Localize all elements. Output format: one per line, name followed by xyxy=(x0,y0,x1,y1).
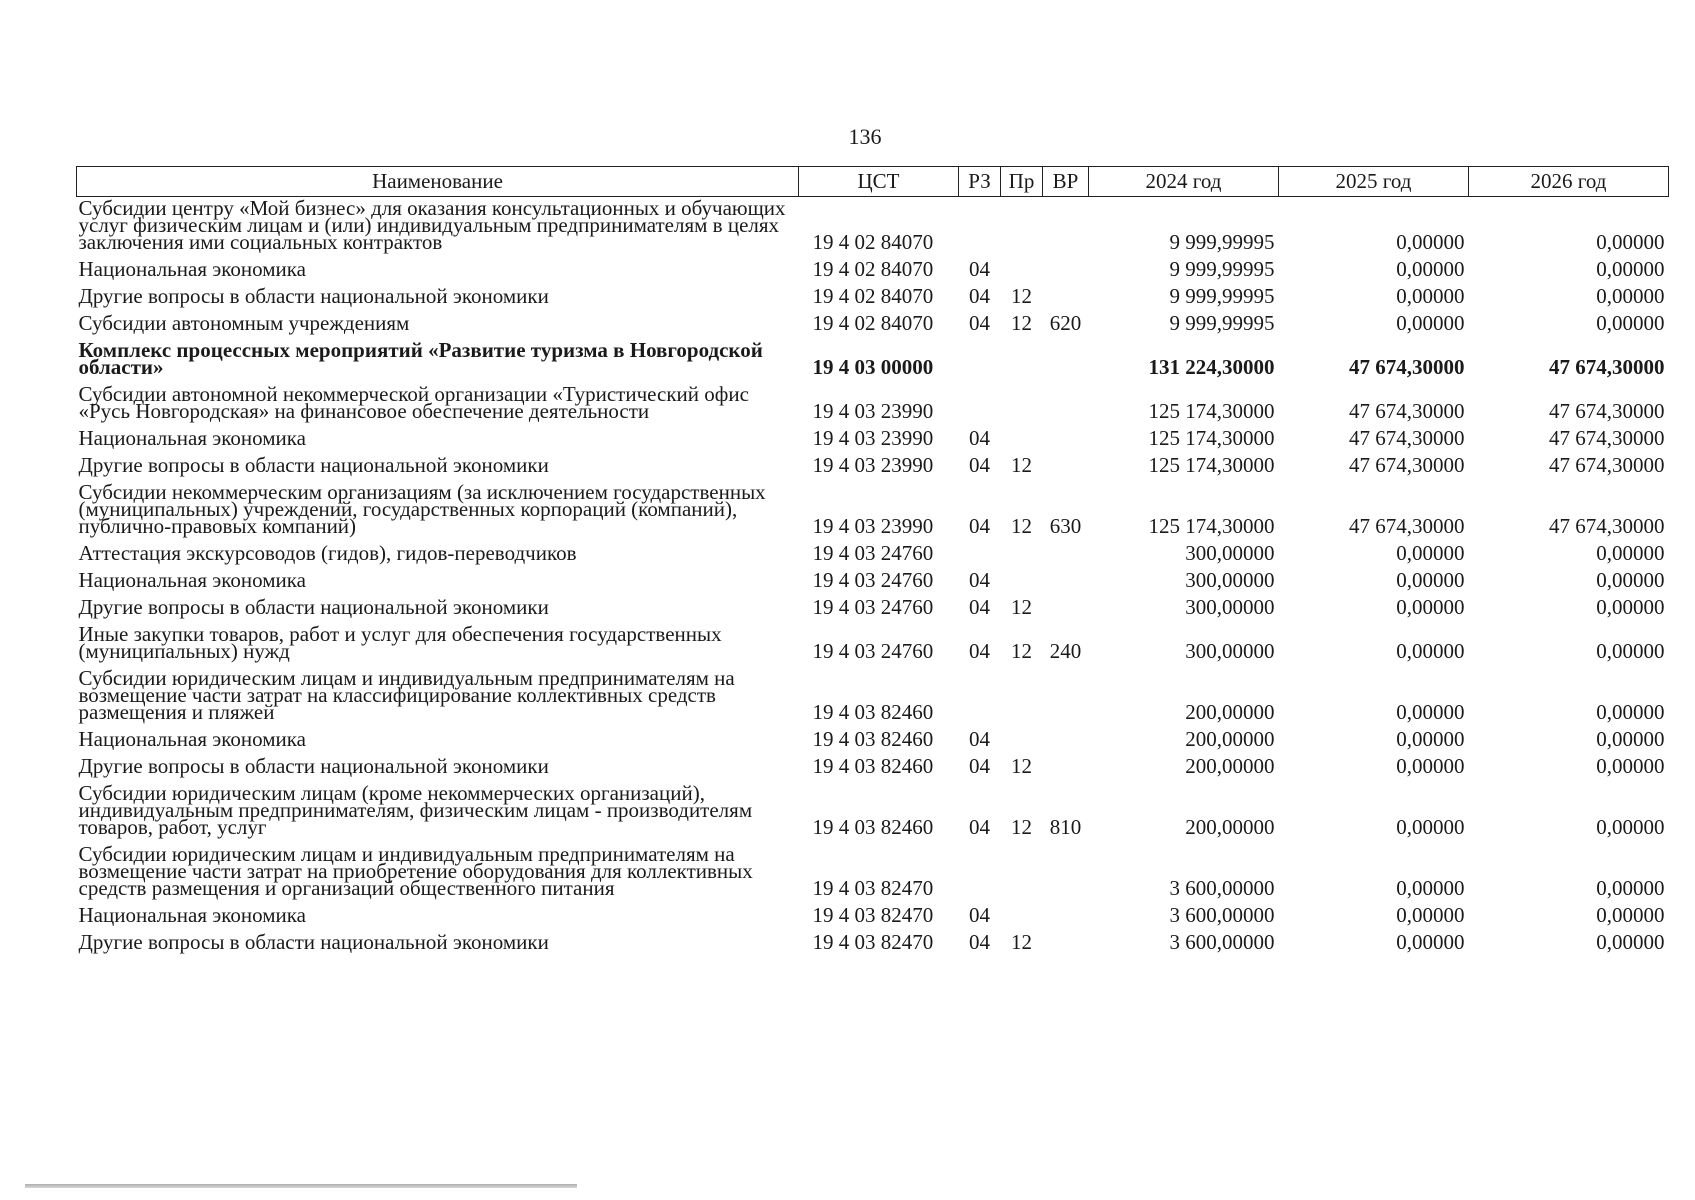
cell-name: Национальная экономика xyxy=(78,426,306,450)
cell-vr xyxy=(1043,843,1089,904)
cell-y2025: 0,00000 xyxy=(1396,876,1465,900)
cell-name: Аттестация экскурсоводов (гидов), гидов-переводчиков xyxy=(78,541,577,565)
cell-y2025: 47 674,30000 xyxy=(1349,355,1465,379)
cell-y2025: 47 674,30000 xyxy=(1349,453,1465,477)
cell-vr xyxy=(1043,339,1089,383)
cell-y2024: 300,00000 xyxy=(1185,639,1275,663)
cell-name: Субсидии юридическим лицам (кроме некоммерческих организаций), индивидуальным предпринимателям, физическим лицам - производителям товаров, работ, услуг xyxy=(78,781,753,839)
cell-y2025: 0,00000 xyxy=(1396,639,1465,663)
cell-y2025: 0,00000 xyxy=(1396,595,1465,619)
cell-name: Национальная экономика xyxy=(78,257,306,281)
cell-name: Субсидии юридическим лицам и индивидуальным предпринимателям на возмещение части затрат на классифицирование коллективных средств размещения и пляжей xyxy=(78,666,735,724)
cell-name: Другие вопросы в области национальной экономики xyxy=(78,930,549,954)
cell-y2024: 9 999,99995 xyxy=(1169,230,1275,254)
cell-y2024: 200,00000 xyxy=(1185,727,1275,751)
cell-y2026: 0,00000 xyxy=(1596,595,1665,619)
table-row xyxy=(77,667,1669,728)
cell-rz xyxy=(959,339,1001,383)
cell-pr xyxy=(1001,728,1043,755)
cell-pr: 12 xyxy=(1011,754,1032,778)
table-row xyxy=(77,728,1669,755)
cell-vr xyxy=(1043,285,1089,312)
cell-cst: 19 4 02 84070 xyxy=(812,311,934,335)
cell-pr xyxy=(1001,197,1043,259)
cell-y2024: 200,00000 xyxy=(1185,815,1275,839)
cell-y2025: 0,00000 xyxy=(1396,930,1465,954)
cell-rz: 04 xyxy=(969,453,990,477)
cell-cst: 19 4 03 24760 xyxy=(812,639,934,663)
cell-rz xyxy=(959,197,1001,259)
table-row xyxy=(77,542,1669,569)
cell-pr xyxy=(1001,258,1043,285)
cell-vr xyxy=(1043,667,1089,728)
cell-y2026: 47 674,30000 xyxy=(1549,399,1665,423)
cell-vr: 630 xyxy=(1049,514,1082,538)
table-row xyxy=(77,931,1669,958)
cell-rz: 04 xyxy=(969,754,990,778)
cell-y2026: 0,00000 xyxy=(1596,230,1665,254)
cell-vr xyxy=(1043,755,1089,782)
cell-y2024: 3 600,00000 xyxy=(1169,876,1275,900)
cell-pr xyxy=(1001,427,1043,454)
cell-y2026: 0,00000 xyxy=(1596,541,1665,565)
table-row xyxy=(77,904,1669,931)
cell-rz: 04 xyxy=(969,595,990,619)
cell-pr xyxy=(1001,339,1043,383)
cell-cst: 19 4 03 82470 xyxy=(812,876,934,900)
cell-y2026: 47 674,30000 xyxy=(1549,355,1665,379)
cell-rz: 04 xyxy=(969,930,990,954)
cell-pr: 12 xyxy=(1011,311,1032,335)
cell-rz: 04 xyxy=(969,568,990,592)
header-name: Наименование xyxy=(77,167,799,197)
cell-y2024: 300,00000 xyxy=(1185,541,1275,565)
cell-y2024: 200,00000 xyxy=(1185,700,1275,724)
cell-y2025: 47 674,30000 xyxy=(1349,514,1465,538)
budget-table xyxy=(76,166,1669,958)
cell-pr: 12 xyxy=(1011,930,1032,954)
cell-pr xyxy=(1001,542,1043,569)
cell-rz: 04 xyxy=(969,727,990,751)
cell-rz xyxy=(959,542,1001,569)
cell-y2024: 3 600,00000 xyxy=(1169,930,1275,954)
table-row xyxy=(77,258,1669,285)
cell-rz: 04 xyxy=(969,514,990,538)
cell-cst: 19 4 03 23990 xyxy=(812,514,934,538)
cell-name: Национальная экономика xyxy=(78,568,306,592)
cell-y2026: 0,00000 xyxy=(1596,700,1665,724)
cell-y2025: 47 674,30000 xyxy=(1349,426,1465,450)
cell-y2025: 0,00000 xyxy=(1396,754,1465,778)
table-row xyxy=(77,427,1669,454)
cell-cst: 19 4 03 82460 xyxy=(812,700,934,724)
cell-y2026: 0,00000 xyxy=(1596,754,1665,778)
cell-y2026: 0,00000 xyxy=(1596,257,1665,281)
table-body xyxy=(77,197,1669,959)
cell-vr: 620 xyxy=(1049,311,1082,335)
cell-name: Субсидии некоммерческим организациям (за исключением государственных (муниципальных) учреждений, государственных корпораций (компаний), публично-правовых компаний) xyxy=(78,480,766,538)
table-row xyxy=(77,383,1669,427)
cell-y2026: 47 674,30000 xyxy=(1549,514,1665,538)
cell-vr xyxy=(1043,383,1089,427)
cell-y2025: 0,00000 xyxy=(1396,541,1465,565)
cell-name: Другие вопросы в области национальной экономики xyxy=(78,595,549,619)
table-row xyxy=(77,782,1669,843)
cell-vr xyxy=(1043,931,1089,958)
table-row xyxy=(77,569,1669,596)
cell-y2024: 200,00000 xyxy=(1185,754,1275,778)
cell-vr xyxy=(1043,596,1089,623)
cell-y2025: 0,00000 xyxy=(1396,230,1465,254)
cell-y2026: 0,00000 xyxy=(1596,568,1665,592)
cell-y2024: 125 174,30000 xyxy=(1148,426,1275,450)
header-2025: 2025 год xyxy=(1279,167,1469,197)
table-row xyxy=(77,312,1669,339)
scan-artifact-line xyxy=(25,1184,577,1188)
cell-rz xyxy=(959,667,1001,728)
cell-y2025: 0,00000 xyxy=(1396,700,1465,724)
cell-pr: 12 xyxy=(1011,595,1032,619)
table-row xyxy=(77,843,1669,904)
cell-pr: 12 xyxy=(1011,284,1032,308)
cell-vr xyxy=(1043,258,1089,285)
cell-name: Другие вопросы в области национальной экономики xyxy=(78,453,549,477)
cell-y2024: 9 999,99995 xyxy=(1169,311,1275,335)
cell-name: Комплекс процессных мероприятий «Развитие туризма в Новгородской области» xyxy=(78,338,763,379)
cell-y2024: 9 999,99995 xyxy=(1169,257,1275,281)
cell-pr: 12 xyxy=(1011,514,1032,538)
header-cst: ЦСТ xyxy=(799,167,959,197)
cell-cst: 19 4 03 00000 xyxy=(812,355,934,379)
cell-y2026: 0,00000 xyxy=(1596,639,1665,663)
cell-rz xyxy=(959,383,1001,427)
cell-y2024: 300,00000 xyxy=(1185,595,1275,619)
cell-cst: 19 4 03 23990 xyxy=(812,426,934,450)
cell-pr xyxy=(1001,843,1043,904)
cell-pr xyxy=(1001,569,1043,596)
cell-name: Национальная экономика xyxy=(78,727,306,751)
cell-pr xyxy=(1001,904,1043,931)
header-2024: 2024 год xyxy=(1089,167,1279,197)
cell-cst: 19 4 03 82460 xyxy=(812,815,934,839)
header-rz: РЗ xyxy=(959,167,1001,197)
cell-vr: 240 xyxy=(1049,639,1082,663)
cell-rz xyxy=(959,843,1001,904)
cell-name: Другие вопросы в области национальной экономики xyxy=(78,284,549,308)
cell-y2026: 0,00000 xyxy=(1596,284,1665,308)
cell-y2025: 0,00000 xyxy=(1396,257,1465,281)
cell-vr xyxy=(1043,728,1089,755)
cell-y2025: 0,00000 xyxy=(1396,311,1465,335)
cell-cst: 19 4 02 84070 xyxy=(812,284,934,308)
table-row xyxy=(77,596,1669,623)
cell-vr xyxy=(1043,427,1089,454)
header-2026: 2026 год xyxy=(1469,167,1669,197)
cell-cst: 19 4 03 82460 xyxy=(812,754,934,778)
cell-y2025: 0,00000 xyxy=(1396,903,1465,927)
cell-rz: 04 xyxy=(969,311,990,335)
cell-rz: 04 xyxy=(969,639,990,663)
cell-name: Иные закупки товаров, работ и услуг для обеспечения государственных (муниципальных) нужд xyxy=(78,622,722,663)
cell-rz: 04 xyxy=(969,284,990,308)
cell-y2026: 0,00000 xyxy=(1596,311,1665,335)
cell-name: Субсидии юридическим лицам и индивидуальным предпринимателям на возмещение части затрат на приобретение оборудования для коллективных средств размещения и организаций общественного питания xyxy=(78,842,753,900)
cell-y2026: 0,00000 xyxy=(1596,930,1665,954)
cell-cst: 19 4 03 82470 xyxy=(812,903,934,927)
cell-y2025: 47 674,30000 xyxy=(1349,399,1465,423)
cell-y2024: 125 174,30000 xyxy=(1148,399,1275,423)
cell-cst: 19 4 02 84070 xyxy=(812,230,934,254)
cell-y2026: 0,00000 xyxy=(1596,815,1665,839)
cell-name: Субсидии автономной некоммерческой организации «Туристический офис «Русь Новгородская» на финансовое обеспечение деятельности xyxy=(78,382,749,423)
cell-y2025: 0,00000 xyxy=(1396,815,1465,839)
cell-cst: 19 4 03 23990 xyxy=(812,453,934,477)
table-row xyxy=(77,339,1669,383)
page-number: 136 xyxy=(848,124,882,149)
table-row xyxy=(77,481,1669,542)
cell-cst: 19 4 02 84070 xyxy=(812,257,934,281)
table-row xyxy=(77,197,1669,259)
cell-rz: 04 xyxy=(969,903,990,927)
cell-name: Субсидии центру «Мой бизнес» для оказания консультационных и обучающих услуг физическим лицам и (или) индивидуальным предпринимателям в целях заключения ими социальных контрактов xyxy=(78,196,786,254)
table-row xyxy=(77,454,1669,481)
cell-y2026: 47 674,30000 xyxy=(1549,453,1665,477)
cell-vr xyxy=(1043,454,1089,481)
cell-pr: 12 xyxy=(1011,639,1032,663)
cell-y2026: 47 674,30000 xyxy=(1549,426,1665,450)
table-row xyxy=(77,755,1669,782)
cell-cst: 19 4 03 24760 xyxy=(812,595,934,619)
cell-y2024: 131 224,30000 xyxy=(1148,355,1275,379)
table-row xyxy=(77,623,1669,667)
cell-y2025: 0,00000 xyxy=(1396,284,1465,308)
cell-vr xyxy=(1043,542,1089,569)
cell-rz: 04 xyxy=(969,257,990,281)
cell-cst: 19 4 03 82470 xyxy=(812,930,934,954)
table-header-row xyxy=(77,167,1669,197)
cell-y2026: 0,00000 xyxy=(1596,727,1665,751)
cell-y2024: 125 174,30000 xyxy=(1148,514,1275,538)
cell-name: Другие вопросы в области национальной экономики xyxy=(78,754,549,778)
cell-rz: 04 xyxy=(969,815,990,839)
cell-y2024: 3 600,00000 xyxy=(1169,903,1275,927)
cell-cst: 19 4 03 23990 xyxy=(812,399,934,423)
cell-pr xyxy=(1001,667,1043,728)
cell-name: Субсидии автономным учреждениям xyxy=(78,311,410,335)
cell-y2026: 0,00000 xyxy=(1596,876,1665,900)
cell-pr xyxy=(1001,383,1043,427)
cell-cst: 19 4 03 82460 xyxy=(812,727,934,751)
header-vr: ВР xyxy=(1043,167,1089,197)
cell-y2026: 0,00000 xyxy=(1596,903,1665,927)
table-row xyxy=(77,285,1669,312)
header-pr: Пр xyxy=(1001,167,1043,197)
cell-y2025: 0,00000 xyxy=(1396,727,1465,751)
cell-pr: 12 xyxy=(1011,453,1032,477)
cell-rz: 04 xyxy=(969,426,990,450)
cell-cst: 19 4 03 24760 xyxy=(812,541,934,565)
cell-vr xyxy=(1043,197,1089,259)
cell-vr xyxy=(1043,569,1089,596)
cell-vr: 810 xyxy=(1049,815,1082,839)
cell-name: Национальная экономика xyxy=(78,903,306,927)
cell-cst: 19 4 03 24760 xyxy=(812,568,934,592)
cell-y2025: 0,00000 xyxy=(1396,568,1465,592)
cell-y2024: 9 999,99995 xyxy=(1169,284,1275,308)
cell-y2024: 125 174,30000 xyxy=(1148,453,1275,477)
cell-pr: 12 xyxy=(1011,815,1032,839)
cell-y2024: 300,00000 xyxy=(1185,568,1275,592)
cell-vr xyxy=(1043,904,1089,931)
